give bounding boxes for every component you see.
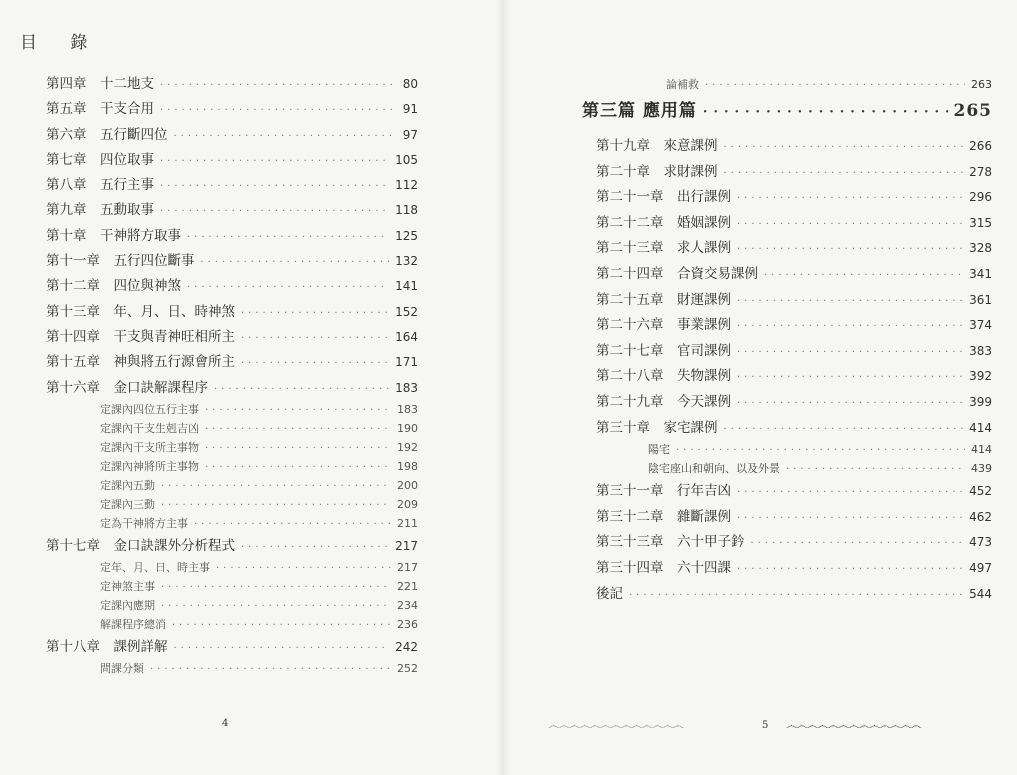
toc-entry-label: 第二十二章 婚姻課例 <box>596 214 731 231</box>
toc-chapter-entry <box>596 530 992 556</box>
toc-entry-label: 第十八章 課例詳解 <box>46 639 168 656</box>
toc-entry-label: 定神煞主事 <box>100 580 155 594</box>
toc-entry-page: 414 <box>971 443 992 457</box>
toc-chapter-entry <box>46 249 418 274</box>
leader-dots <box>676 445 965 456</box>
toc-entry-page: 80 <box>402 77 418 91</box>
toc-subentry <box>46 401 418 420</box>
leader-dots <box>764 270 963 281</box>
toc-entry-label: 第二十八章 失物課例 <box>596 368 731 385</box>
leader-dots <box>737 564 963 575</box>
toc-entry-page: 361 <box>969 292 992 307</box>
leader-dots <box>629 590 963 601</box>
part-label: 第三篇 應用篇 <box>582 101 697 121</box>
toc-entry-label: 定課內神將所主事物 <box>100 459 199 473</box>
toc-entry-page: 315 <box>969 215 992 230</box>
toc-entry-page: 164 <box>395 329 418 344</box>
toc-chapter-entry <box>596 211 992 237</box>
leader-dots <box>703 105 948 120</box>
leader-dots <box>737 398 963 409</box>
toc-chapter-entry <box>596 160 992 186</box>
toc-entry-page: 211 <box>397 516 418 530</box>
toc-subentry <box>596 460 992 479</box>
toc-subentry <box>46 458 418 477</box>
leader-dots <box>737 513 963 524</box>
leader-dots <box>205 462 391 473</box>
toc-entry-page: 452 <box>969 484 992 499</box>
leader-dots <box>737 244 963 255</box>
right-toc-list <box>582 76 992 607</box>
leader-dots <box>161 481 391 492</box>
toc-entry-label: 定課內應期 <box>100 599 155 613</box>
toc-entry-label: 第十七章 金口訣課外分析程式 <box>46 537 235 554</box>
toc-entry-label: 第十三章 年、月、日、時神煞 <box>46 303 235 320</box>
toc-entry-page: 112 <box>395 178 418 193</box>
leader-dots <box>241 333 389 344</box>
leader-dots <box>161 601 391 612</box>
leader-dots <box>160 105 397 116</box>
toc-chapter-entry <box>596 134 992 160</box>
toc-chapter-entry <box>596 236 992 262</box>
toc-entry-page: 209 <box>397 497 418 511</box>
toc-subentry <box>46 439 418 458</box>
page-number-left: 4 <box>222 718 229 729</box>
toc-entry-page: 183 <box>395 380 418 395</box>
toc-entry-page: 236 <box>397 618 418 632</box>
footer-ornament-left: ෴෴෴෴෴෴෴෴෴෴෴෴෴ <box>548 718 683 732</box>
toc-entry-label: 第二十三章 求人課例 <box>596 240 731 257</box>
toc-entry-page: 183 <box>397 402 418 416</box>
leader-dots <box>216 563 391 574</box>
leader-dots <box>737 372 963 383</box>
toc-entry-label: 第七章 四位取事 <box>46 151 154 168</box>
leader-dots <box>205 443 391 454</box>
toc-entry-label: 第三十四章 六十四課 <box>596 559 731 576</box>
toc-entry-label: 第十六章 金口訣解課程序 <box>46 379 208 396</box>
leader-dots <box>160 206 389 217</box>
leader-dots <box>737 193 963 204</box>
leader-dots <box>241 358 389 369</box>
toc-entry-label: 第十四章 干支與青神旺相所主 <box>46 328 235 345</box>
leader-dots <box>737 296 963 307</box>
toc-entry-label: 第三十一章 行年吉凶 <box>596 483 731 500</box>
toc-chapter-entry <box>46 534 418 559</box>
toc-entry-page: 544 <box>969 586 992 601</box>
toc-entry-label: 第五章 干支合用 <box>46 101 154 118</box>
toc-chapter-entry <box>596 582 992 608</box>
toc-chapter-entry <box>46 224 418 249</box>
toc-subentry <box>46 559 418 578</box>
toc-entry-label: 第十二章 四位與神煞 <box>46 278 181 295</box>
toc-entry-page: 399 <box>969 394 992 409</box>
right-entries <box>596 134 992 607</box>
toc-entry-page: 383 <box>969 343 992 358</box>
toc-entry-page: 198 <box>397 459 418 473</box>
toc-subentry <box>46 660 418 679</box>
toc-chapter-entry <box>46 300 418 325</box>
toc-chapter-entry <box>46 635 418 660</box>
toc-entry-page: 118 <box>395 203 418 218</box>
leader-dots <box>724 424 964 435</box>
toc-entry-label: 定課內四位五行主事 <box>100 402 199 416</box>
toc-entry-label: 第二十六章 事業課例 <box>596 317 731 334</box>
toc-entry-label: 第二十章 求財課例 <box>596 163 718 180</box>
toc-entry-page: 439 <box>971 462 992 476</box>
toc-chapter-entry <box>46 350 418 375</box>
toc-entry-page: 473 <box>969 535 992 550</box>
toc-entry-label: 第二十五章 財運課例 <box>596 291 731 308</box>
toc-entry-page: 221 <box>397 580 418 594</box>
toc-entry-label: 定課內三動 <box>100 497 155 511</box>
toc-entry-page: 97 <box>402 127 418 142</box>
toc-entry-page: 192 <box>397 440 418 454</box>
leader-dots <box>187 282 389 293</box>
toc-entry-page: 328 <box>969 241 992 256</box>
leader-dots <box>724 168 964 179</box>
toc-entry-page: 263 <box>971 78 992 91</box>
leader-dots <box>737 487 963 498</box>
toc-entry-label: 定課內干支生剋吉凶 <box>100 421 199 435</box>
leader-dots <box>724 142 964 153</box>
leader-dots <box>751 538 964 549</box>
page-number-right: 5 <box>762 720 769 731</box>
toc-entry-label: 第三十三章 六十甲子鈐 <box>596 534 745 551</box>
part-heading <box>582 96 992 134</box>
toc-entry-label: 陽宅 <box>648 443 670 457</box>
leader-dots <box>187 232 389 243</box>
toc-entry-page: 217 <box>397 561 418 575</box>
toc-subentry <box>46 477 418 496</box>
toc-entry-page: 132 <box>395 254 418 269</box>
toc-entry-page: 152 <box>395 304 418 319</box>
toc-entry-label: 定為干神將方主事 <box>100 516 188 530</box>
toc-entry-page: 171 <box>395 355 418 370</box>
toc-entry-label: 第二十一章 出行課例 <box>596 189 731 206</box>
toc-subentry <box>46 515 418 534</box>
toc-entry-label: 後記 <box>596 585 623 602</box>
leader-dots <box>205 424 391 435</box>
leader-dots <box>161 582 391 593</box>
leader-dots <box>241 308 389 319</box>
toc-entry-page: 497 <box>969 560 992 575</box>
toc-subentry <box>46 616 418 635</box>
toc-entry-page: 91 <box>402 102 418 117</box>
toc-chapter-entry <box>596 505 992 531</box>
toc-entry-label: 第四章 十二地支 <box>46 76 154 92</box>
toc-entry-label: 第九章 五動取事 <box>46 202 154 219</box>
toc-subentry <box>46 597 418 616</box>
leader-dots <box>194 519 391 530</box>
toc-entry-page: 242 <box>395 640 418 655</box>
leader-dots <box>160 181 389 192</box>
leader-dots <box>737 321 963 332</box>
toc-entry-page: 278 <box>969 164 992 179</box>
toc-chapter-entry <box>46 274 418 299</box>
toc-chapter-entry <box>596 479 992 505</box>
toc-entry-label: 第十一章 五行四位斷事 <box>46 253 195 270</box>
leader-dots <box>150 664 391 675</box>
toc-subentry <box>46 578 418 597</box>
toc-entry-page: 252 <box>397 662 418 676</box>
toc-chapter-entry <box>596 390 992 416</box>
toc-entry-label: 定年、月、日、時主事 <box>100 561 210 575</box>
toc-entry-page: 190 <box>397 421 418 435</box>
toc-chapter-entry <box>46 376 418 401</box>
book-gutter <box>496 0 510 775</box>
toc-entry-page: 341 <box>969 266 992 281</box>
toc-header: 目 錄 <box>20 33 102 53</box>
toc-chapter-entry <box>596 313 992 339</box>
toc-entry-label: 第二十四章 合資交易課例 <box>596 265 758 282</box>
leader-dots <box>161 500 391 511</box>
toc-entry-label: 第十九章 來意課例 <box>596 138 718 154</box>
leader-dots <box>201 257 390 268</box>
toc-chapter-entry <box>46 173 418 198</box>
toc-entry-page: 266 <box>969 139 992 153</box>
toc-entry-label: 解課程序總消 <box>100 618 166 632</box>
toc-entry-label: 論補救 <box>666 78 699 91</box>
toc-chapter-entry <box>46 97 418 122</box>
toc-chapter-entry <box>46 123 418 148</box>
toc-entry-label: 第十章 干神將方取事 <box>46 227 181 244</box>
leader-dots <box>214 384 389 395</box>
toc-entry-label: 陰宅座山和朝向、以及外景 <box>648 462 780 476</box>
left-page <box>0 0 500 775</box>
toc-entry-page: 462 <box>969 509 992 524</box>
toc-entry-label: 定課內五動 <box>100 478 155 492</box>
toc-subentry <box>46 420 418 439</box>
toc-entry-label: 定課內干支所主事物 <box>100 440 199 454</box>
toc-chapter-entry <box>596 185 992 211</box>
leader-dots <box>174 131 397 142</box>
leader-dots <box>786 464 965 475</box>
toc-entry-top <box>596 76 992 92</box>
toc-entry-label: 問課分類 <box>100 662 144 676</box>
toc-subentry <box>46 496 418 515</box>
toc-entry-page: 392 <box>969 369 992 384</box>
toc-entry-page: 105 <box>395 152 418 167</box>
toc-chapter-entry <box>46 148 418 173</box>
toc-subentry <box>596 441 992 460</box>
toc-chapter-entry <box>596 262 992 288</box>
toc-chapter-entry <box>596 416 992 442</box>
toc-chapter-entry <box>46 198 418 223</box>
toc-entry-label: 第六章 五行斷四位 <box>46 126 168 143</box>
toc-entry-page: 296 <box>969 190 992 205</box>
toc-entry-label: 第三十二章 雜斷課例 <box>596 508 731 525</box>
toc-entry-page: 234 <box>397 599 418 613</box>
leader-dots <box>160 156 389 167</box>
toc-chapter-entry <box>596 556 992 582</box>
leader-dots <box>174 643 390 654</box>
toc-entry-page: 141 <box>395 279 418 294</box>
toc-chapter-entry <box>46 72 418 97</box>
leader-dots <box>172 620 391 631</box>
toc-entry-label: 第十五章 神與將五行源會所主 <box>46 354 235 371</box>
toc-chapter-entry <box>596 288 992 314</box>
toc-entry-page: 414 <box>969 420 992 435</box>
toc-entry-page: 217 <box>395 538 418 553</box>
right-page <box>510 0 1017 775</box>
toc-chapter-entry <box>596 364 992 390</box>
toc-entry-label: 第二十九章 今天課例 <box>596 393 731 410</box>
toc-chapter-entry <box>596 339 992 365</box>
toc-chapter-entry <box>46 325 418 350</box>
leader-dots <box>205 405 391 416</box>
toc-entry-page: 125 <box>395 228 418 243</box>
toc-entry-page: 200 <box>397 478 418 492</box>
leader-dots <box>160 80 397 91</box>
footer-ornament-right: ෴෴෴෴෴෴෴෴෴෴෴෴෴ <box>786 718 921 732</box>
leader-dots <box>241 542 389 553</box>
part-page: 265 <box>953 101 992 121</box>
left-toc-list <box>46 72 418 679</box>
toc-entry-label: 第八章 五行主事 <box>46 177 154 194</box>
leader-dots <box>737 347 963 358</box>
leader-dots <box>737 219 963 230</box>
toc-entry-page: 374 <box>969 318 992 333</box>
toc-entry-label: 第二十七章 官司課例 <box>596 342 731 359</box>
toc-entry-label: 第三十章 家宅課例 <box>596 419 718 436</box>
leader-dots <box>705 80 965 91</box>
